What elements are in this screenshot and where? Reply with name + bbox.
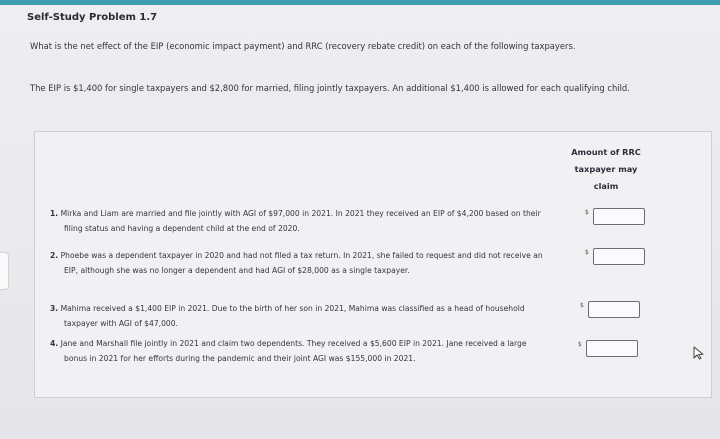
taxpayer-item-4 [50, 336, 550, 366]
rrc-amount-input-4[interactable] [586, 340, 638, 357]
column-header-line: claim [593, 181, 619, 191]
column-header-rrc-amount [556, 144, 656, 195]
currency-symbol: $ [585, 249, 589, 256]
answer-row-4 [578, 340, 640, 357]
side-panel-tab[interactable] [0, 252, 9, 290]
taxpayer-item-1 [50, 206, 550, 236]
mouse-pointer-icon [693, 346, 705, 360]
info-text: The EIP is $1,400 for single taxpayers and $2,800 for married, filing jointly taxpayers. An additional $1,400 is allowed for each qualifying child. [30, 83, 630, 93]
item-text: Jane and Marshall file jointly in 2021 and claim two dependents. They received a $5,600 EIP in 2021. Jane received a large bonus in 2021 for her efforts during the pandemic and their joint AGI was $155,000 in 2021. [60, 339, 527, 363]
currency-symbol: $ [585, 209, 589, 216]
answer-row-2 [585, 248, 647, 265]
taxpayer-item-3 [50, 301, 550, 331]
question-text: What is the net effect of the EIP (economic impact payment) and RRC (recovery rebate credit) on each of the following taxpayers. [30, 41, 576, 51]
column-header-line: Amount of RRC [571, 147, 641, 157]
rrc-amount-input-2[interactable] [593, 248, 645, 265]
taxpayer-item-body [50, 301, 550, 331]
taxpayer-item-body [50, 248, 550, 278]
currency-symbol: $ [578, 341, 582, 348]
taxpayer-item-body [50, 336, 550, 366]
item-text: Mahima received a $1,400 EIP in 2021. Due to the birth of her son in 2021, Mahima was classified as a head of household taxpayer with AGI of $47,000. [60, 304, 525, 328]
item-text: Phoebe was a dependent taxpayer in 2020 and had not filed a tax return. In 2021, she failed to request and did not receive an EIP, although she was no longer a dependent and had AGI of $28,000 as a single taxpayer. [60, 251, 543, 275]
taxpayer-item-body [50, 206, 550, 236]
item-number: 4. [50, 339, 59, 348]
currency-symbol: $ [580, 302, 584, 309]
page-title: Self-Study Problem 1.7 [27, 12, 158, 23]
item-text: Mirka and Liam are married and file jointly with AGI of $97,000 in 2021. In 2021 they received an EIP of $4,200 based on their filing status and having a dependent child at the end of 2020. [60, 209, 541, 233]
item-number: 2. [50, 251, 59, 260]
column-header-line: taxpayer may [574, 164, 638, 174]
item-number: 3. [50, 304, 59, 313]
answer-row-3 [580, 301, 642, 318]
rrc-amount-input-1[interactable] [593, 208, 645, 225]
taxpayer-item-2 [50, 248, 550, 278]
rrc-amount-input-3[interactable] [588, 301, 640, 318]
item-number: 1. [50, 209, 59, 218]
answer-row-1 [585, 208, 647, 225]
